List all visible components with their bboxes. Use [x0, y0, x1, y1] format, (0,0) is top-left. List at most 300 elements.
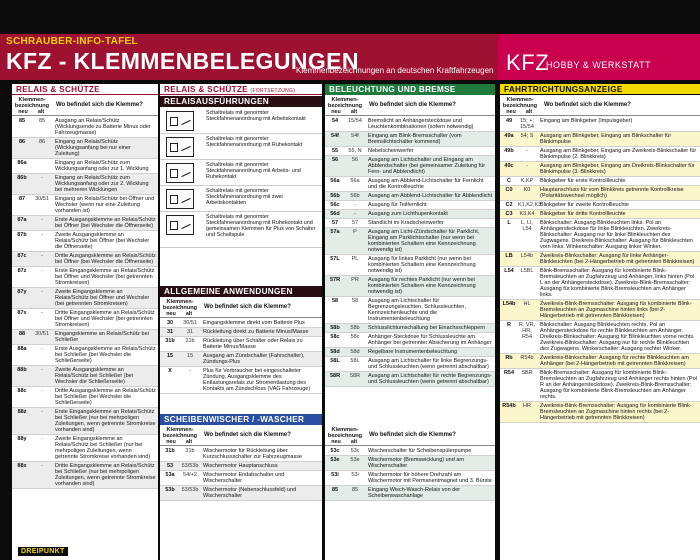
terminal-description: Ausgang am Lichtschalter für rechte Begrenzungs- und Schlussleuchten (wenn getrennt abschaltbar) [368, 373, 492, 385]
terminal-new: 49b [504, 148, 514, 154]
terminal-description: Wischermotor für höhere Drehzahl am Wischermotor mit Permanentmagnet und 3. Bürste [368, 472, 492, 484]
table-row [500, 132, 700, 147]
terminal-old: 58b [350, 325, 360, 331]
terminal-new: 57 [331, 220, 339, 226]
terminal-description: Eingang an Relais/Schütz bei Öffner und Wechsler (wenn nur eine Zuleitung vorhanden ist) [55, 196, 155, 214]
terminal-description: Wischerschalter für Scheibenspülerpumpe [368, 448, 472, 454]
terminal-new: 87b [17, 232, 27, 238]
table-beleuchtung [325, 117, 495, 387]
column-header: Klemmen-bezeichnung neu alt Wo befindet sich die Klemme? [325, 96, 495, 116]
terminal-old: 15/54 [348, 118, 362, 124]
section-title-relais: RELAIS & SCHÜTZE [12, 84, 158, 95]
table-row [325, 117, 495, 132]
terminal-old: - [41, 388, 43, 394]
terminal-old: - [189, 368, 191, 374]
terminal-old: 31 [186, 329, 194, 335]
terminal-description: Zweite Eingangsklemme an Relais/Schütz bei Öffner und Wechsler (bei getrennten Stromkreisen) [55, 289, 150, 307]
table-row [12, 267, 158, 288]
terminal-description: Zweikreis-Blink-Bremsschalter: Ausgang für kombinierte Blink-Bremsleuchten an Zugmaschine hinten rechts (bei 2-Hängerbetrieb mit getrennten Blinkkreisen) [540, 403, 692, 421]
colhead-label: Klemmen-bezeichnung [14, 97, 50, 109]
terminal-old: L54b [520, 253, 534, 259]
terminal-old: R, VR, HR, R54 [518, 322, 536, 340]
terminal-new: 49 [505, 118, 513, 124]
table-row [325, 471, 495, 486]
terminal-new: 15 [166, 353, 174, 359]
table-row [160, 328, 322, 337]
terminal-old: 15 [186, 353, 194, 359]
terminal-old: 30/51 [35, 196, 49, 202]
terminal-new: 31b [165, 338, 175, 344]
terminal-new: C3 [505, 211, 513, 217]
colhead-question: Wo befindet sich die Klemme? [56, 102, 143, 108]
terminal-description: Wischermotor für Rückleitung über Kurzschlussschalter zur Fahrzeugmasse [203, 448, 303, 460]
terminal-description: Erste Eingangsklemme an Relais/Schütz bei Schließer (nur bei mehrpoligen Zuleitungen, wenn getrennte Stromkreise vorhanden sind) [55, 409, 156, 433]
table-wischer-fortsetzung [325, 447, 495, 501]
terminal-old: 56a [350, 178, 360, 184]
terminal-old: K,KP [520, 178, 534, 184]
table-relais [12, 117, 158, 489]
relay-description: Schaltrelais mit genormter Steckfahnenanordnung mit Arbeits- und Ruhekontakt [206, 162, 301, 180]
terminal-old: 54; S [520, 133, 534, 139]
terminal-new: 31 [166, 329, 174, 335]
table-row [325, 228, 495, 255]
terminal-old: - [41, 217, 43, 223]
table-row [12, 252, 158, 267]
table-row [325, 147, 495, 156]
terminal-description: Ausgang am Lichtschalter für Begrenzungsleuchten, Schlussleuchten, Kennzeichenleuchte und die Instrumentenbeleuchtung [368, 298, 466, 322]
terminal-new: 56a [330, 178, 340, 184]
table-row [500, 219, 700, 252]
terminal-description: Plus für Verbraucher bei eingeschalteter Zündung, Ausgangsklemme des Entlastungsrelais zur Stromentlastung des Kontakts am Zündschloss (VAG Fahrzeuge) [203, 368, 311, 392]
terminal-description: Blink-Bremsschalter: Ausgang für kombinierte Blink-Bremsleuchten an Zugfahrzeug und Anhänger rechts hinten (Pol R an der Anhängersteckdose). Zweikreis-Blink-Bremsschalter: Ausgang für kombinierte Blink-Bremsleuchten am Anhänger rechts. [540, 370, 697, 400]
terminal-description: Blinkschalter: Ausgang Blinkleuchten rechts. Pol an Anhängersteckdose für rechte Blinkleuchten am Anhänger. Dreikreis-Blinkschalter: Ausgang für Blinkleuchten vorne rechts. Zweikreis-Blinkschalter: Ausgang nur für rechte Blinkleuchten des Zugwagens. Winkerschalter: Ausgang rechter Winker. [540, 322, 695, 352]
table-row [500, 354, 700, 369]
terminal-new: 56d [330, 211, 340, 217]
terminal-old: - [526, 163, 528, 169]
relay-item [160, 108, 322, 134]
terminal-new: 58b [330, 325, 340, 331]
terminal-new: Rb [505, 355, 513, 361]
terminal-description: Regelbare Instrumentenbeleuchtung [368, 349, 457, 355]
table-row [325, 210, 495, 219]
terminal-description: Ausgang am Blinkgeber, Eingang am Dreikreis-Blinkschalter für Blinkimpulse (3. Blinkkreis) [540, 163, 695, 175]
terminal-old: - [41, 268, 43, 274]
section-title-relaisausfuehrungen: RELAISAUSFÜHRUNGEN [160, 96, 322, 107]
table-row [325, 324, 495, 333]
panel-beleuchtung [325, 84, 495, 560]
terminal-description: Eingangsklemme an Relais/Schütz bei Schließer [55, 331, 149, 343]
colhead-alt: alt [37, 109, 45, 115]
terminal-description: Erste Ausgangsklemme an Relais/Schütz bei Öffner (bei Wechsler die Öffnerseite) [55, 217, 156, 229]
terminal-new: 86a [17, 160, 27, 166]
terminal-new: R [507, 322, 511, 328]
terminal-description: Wischermotor Endabschalter und Wischerschalter [203, 472, 285, 484]
terminal-new: 58d [330, 349, 340, 355]
terminal-description: Zweite Eingangsklemme an Relais/Schütz bei Schließer (nur bei mehrpoligen Zuleitungen, wenn getrennte Stromkreise vorhanden sind) [55, 436, 151, 460]
relay-item [160, 160, 322, 186]
terminal-new: 57R [329, 277, 341, 283]
table-row [500, 201, 700, 210]
table-row [325, 447, 495, 456]
terminal-description: Rückleitung direkt zu Batterie Minus/Masse [203, 329, 309, 335]
terminal-old: - [41, 253, 43, 259]
table-row [325, 456, 495, 471]
table-allgemein [160, 319, 322, 394]
section-title-fahrtrichtung: FAHRTRICHTUNGSANZEIGE [500, 84, 700, 95]
table-fahrtrichtung [500, 117, 700, 423]
terminal-new: 87c [17, 253, 27, 259]
table-row [12, 345, 158, 366]
terminal-description: Eingangsklemme direkt vom Batterie Plus [203, 320, 305, 326]
relay-item [160, 134, 322, 160]
terminal-new: 88a [17, 346, 27, 352]
terminal-old: - [41, 310, 43, 316]
terminal-old: 54f [351, 133, 359, 139]
terminal-old: P [353, 229, 357, 235]
terminal-old: 53/53b [181, 463, 199, 469]
relay-item [160, 186, 322, 212]
terminal-description: Zweikreis-Blinkschalter: Ausgang für linke Anhänger-Blinkleuchten (bei 2-Hängerbetrieb mit getrennten Blinkkreisen) [540, 253, 695, 265]
terminal-new: 58R [329, 373, 341, 379]
terminal-new: 88x [17, 463, 27, 469]
terminal-old: HR [523, 403, 531, 409]
terminal-old: 53i [351, 472, 359, 478]
terminal-new: 57L [330, 256, 340, 262]
column-header: Klemmen-bezeichnung neu alt Wo befindet sich die Klemme? [500, 96, 700, 116]
table-row [325, 276, 495, 297]
terminal-old: - [354, 202, 356, 208]
terminal-old: PL [351, 256, 359, 262]
table-row [325, 156, 495, 177]
terminal-description: Ausgang am Blinkgeber, Eingang am Blinkschalter für Blinkimpulse [540, 133, 672, 145]
terminal-old: 58L [350, 358, 360, 364]
terminal-new: 87z [17, 268, 27, 274]
terminal-old: 58c [350, 334, 360, 340]
table-row [160, 352, 322, 367]
terminal-old: - [41, 175, 43, 181]
terminal-description: Wischermotor Hauptanschluss [203, 463, 278, 469]
terminal-description: Blink-Bremsschalter: Ausgang für kombinierte Blink-Bremsleuchten an Zugfahrzeug und Anhänger, links hinten (Pol L an der Anhängersteckdose). Zweikreis-Blink-Bremsschalter: Ausgang für kombinierte Blink-Bremsleuchten am Anhänger links. [540, 268, 695, 298]
relay-description: Schaltrelais mit genormter Steckfahnenanordnung mit Ruhekontakt und gemeinsamen Klemmen für Plus von Schalter und Schaltspule [206, 214, 316, 238]
terminal-old: - [41, 409, 43, 415]
terminal-description: Zweite Ausgangsklemme an Relais/Schütz bei Schließer (bei Wechsler die Schließerseite) [55, 367, 133, 385]
terminal-description: Ausgang am Abblend-Lichtschalter für Fernlicht und die Kontrollleuchte [368, 178, 484, 190]
terminal-description: Ausgang am Abblend-Lichtschalter für Abblendlicht [368, 193, 493, 199]
terminal-old: 58 [351, 298, 359, 304]
terminal-old: - [41, 367, 43, 373]
terminal-description: Erste Ausgangsklemme an Relais/Schütz bei Schließer (bei Wechsler die Schließerseite) [55, 346, 156, 364]
terminal-old: 85 [38, 118, 46, 124]
terminal-new: 58L [330, 358, 340, 364]
relay-item [160, 212, 322, 248]
terminal-new: 86b [17, 175, 27, 181]
terminal-description: Blinkgeber für zweite Kontrollleuchte [540, 202, 629, 208]
table-row [160, 367, 322, 394]
table-row [500, 252, 700, 267]
terminal-old: - [526, 148, 528, 154]
column-header [12, 96, 158, 116]
terminal-description: Schlusslichtumschaltung bei Einachsschleppern [368, 325, 486, 331]
terminal-new: 86 [18, 139, 26, 145]
table-row [500, 162, 700, 177]
terminal-new: 53 [166, 463, 174, 469]
terminal-new: 87y [17, 289, 27, 295]
table-row [12, 309, 158, 330]
terminal-new: 53c [330, 448, 340, 454]
terminal-new: 54 [331, 118, 339, 124]
terminal-new: L [507, 220, 511, 226]
terminal-new: 85 [18, 118, 26, 124]
table-row [325, 219, 495, 228]
table-row [325, 372, 495, 387]
terminal-description: Ausgang für Teilfernlicht [368, 202, 427, 208]
table-row [160, 447, 322, 462]
table-row [12, 387, 158, 408]
terminal-description: Ausgang am Lichtschalter und Eingang am Abblendschalter (bei gemeinsamer Zuleitung für Fern- und Abblendlicht) [368, 157, 486, 175]
table-row [12, 138, 158, 159]
terminal-old: - [41, 232, 43, 238]
relay-symbol-icon [160, 108, 202, 133]
terminal-new: 88 [18, 331, 26, 337]
terminal-new: 53e [330, 457, 340, 463]
terminal-description: Dritte Eingangsklemme an Relais/Schütz bei Schließer (nur bei mehrpoligen Zuleitungen, wenn getrennte Stromkreise vorhanden sind) [55, 463, 156, 487]
table-row [12, 330, 158, 345]
terminal-description: Ausgang am Licht-/Zündschalter für Parklicht, Eingang am Parklichtschalter (nur wenn bei kombinierten Schaltern eine Kennzeichnung notwendig ist) [368, 229, 480, 253]
table-row [325, 177, 495, 192]
terminal-new: C0 [505, 187, 513, 193]
relay-list [160, 108, 322, 248]
table-row [12, 408, 158, 435]
terminal-new: 53b [165, 487, 175, 493]
relay-description: Schaltrelais mit genormter Steckfahnenanordnung mit Ruhekontakt [206, 136, 303, 148]
table-row [500, 177, 700, 186]
brand-subtitle: HOBBY & WERKSTATT [546, 60, 652, 70]
table-row [12, 117, 158, 138]
relay-symbol-icon [160, 134, 202, 159]
terminal-old: PR [351, 277, 359, 283]
terminal-old: 53e [350, 457, 360, 463]
terminal-old: 58d [350, 349, 360, 355]
terminal-new: 56c [330, 202, 340, 208]
terminal-new: 55 [331, 148, 339, 154]
column-header: Klemmen-bezeichnung neu alt Wo befindet sich die Klemme? [160, 426, 322, 446]
terminal-new: 88c [17, 388, 27, 394]
terminal-description: Dritte Eingangsklemme an Relais/Schütz bei Öffner und Wechsler (bei getrennten Stromkreisen) [55, 310, 155, 328]
section-title-scheibenwischer: SCHEIBENWISCHER / -WASCHER [160, 414, 322, 425]
terminal-new: R54b [502, 403, 516, 409]
terminal-old: K3,K4 [519, 211, 535, 217]
terminal-new: 87 [18, 196, 26, 202]
terminal-description: Hauptanschluss für vom Blinkkreis getrennte Kontrollkreise (Polaritätswechsel möglich) [540, 187, 684, 199]
poster-title: KFZ - KLEMMENBELEGUNGEN [6, 48, 359, 74]
column-header: Klemmen-bezeichnung neu alt Wo befindet sich die Klemme? [160, 298, 322, 318]
table-row [325, 333, 495, 348]
terminal-old: 31b [185, 448, 195, 454]
terminal-new: 49c [504, 163, 514, 169]
terminal-old: 85 [351, 487, 359, 493]
terminal-new: C2 [505, 202, 513, 208]
table-row [500, 321, 700, 354]
terminal-new: R54 [503, 370, 515, 376]
table-row [12, 366, 158, 387]
table-row [500, 300, 700, 321]
table-row [12, 288, 158, 309]
terminal-old: - [41, 436, 43, 442]
terminal-old: 55, N [348, 148, 362, 154]
terminal-description: Bremslicht an Anhängersteckdose und Leuchtenkombinationen (sofern notwendig) [368, 118, 474, 130]
terminal-old: 54/+2 [183, 472, 197, 478]
table-row [325, 255, 495, 276]
table-row [500, 147, 700, 162]
terminal-old: 56 [351, 157, 359, 163]
colhead-neu: neu [18, 109, 28, 115]
section-title-beleuchtung: BELEUCHTUNG UND BREMSE [325, 84, 495, 95]
terminal-old: 31b [185, 338, 195, 344]
terminal-old: 53c [350, 448, 360, 454]
table-scheibenwischer [160, 447, 322, 501]
terminal-description: Ausgang zum Lichthupenkontakt [368, 211, 448, 217]
panel-relais [12, 84, 158, 560]
table-row [500, 402, 700, 423]
terminal-old: - [41, 289, 43, 295]
terminal-description: Ausgang an Relais/Schütz (Wicklungsende zu Batterie Minus oder Fahrzeugmasse) [55, 118, 151, 136]
terminal-new: 53i [331, 472, 339, 478]
table-row [12, 462, 158, 489]
terminal-description: Ausgang am Lichtschalter für linke Begrenzungs- und Schlussleuchten (wenn getrennt abschaltbar) [368, 358, 489, 370]
terminal-description: Zweikreis-Blinkschalter: Ausgang für rechte Blinkleuchten am Anhänger (bei 2-Hängerbetrieb mit getrennten Blinkkreisen) [540, 355, 689, 367]
terminal-new: 87a [17, 217, 27, 223]
terminal-new: 58 [331, 298, 339, 304]
terminal-description: Rückleitung über Schalter oder Relais zu Batterie Minus/Masse [203, 338, 303, 350]
terminal-description: Erste Eingangsklemme an Relais/Schütz bei Öffner und Wechsler (bei getrennten Stromkreisen) [55, 268, 155, 286]
terminal-new: L54b [502, 301, 516, 307]
terminal-old: 58R [349, 373, 361, 379]
table-row [500, 210, 700, 219]
section-title-text: RELAIS & SCHÜTZE [164, 85, 248, 94]
terminal-old: 30/51 [35, 331, 49, 337]
terminal-description: Eingang an Relais/Schütz zum Wicklungsanfang oder zur 1. Wicklung [55, 160, 149, 172]
publisher-logo: DREIPUNKT [18, 547, 68, 556]
relay-symbol-icon [160, 160, 202, 185]
table-row [325, 357, 495, 372]
terminal-description: Blinkschalter: Ausgang Blinkleuchten links. Pol an Anhängersteckdose für linke Blinkleuchten. Zweikreis-Blinkschalter: Ausgang nur für linke Blinkleuchten des Zugwagens. Dreikreis-Blinkschalter: Ausgang für Blinkleuchten vorn links. Winkerschalter: Ausgang linker Winker. [540, 220, 693, 250]
terminal-old: 56b [350, 193, 360, 199]
terminal-description: Ausgang am Blinkgeber, Eingang am Zweikreis-Blinkschalter für Blinkimpulse (2. Blinkkreis) [540, 148, 697, 160]
terminal-old: 57 [351, 220, 359, 226]
terminal-new: 57a [330, 229, 340, 235]
terminal-new: LB [505, 253, 513, 259]
terminal-old: 30/51 [183, 320, 197, 326]
table-row [12, 231, 158, 252]
section-title-allgemein: ALLGEMEINE ANWENDUNGEN [160, 286, 322, 297]
terminal-description: Dritte Ausgangsklemme an Relais/Schütz bei Schließer (bei Wechsler die Schließerseite) [55, 388, 156, 406]
terminal-old: L, LI, L54 [520, 220, 534, 232]
terminal-new: 88y [17, 436, 27, 442]
panel-relais-continued [160, 84, 322, 560]
terminal-description: Wischermotor (Nebenschlussfeld) und Wischerschalter [203, 487, 297, 499]
table-row [325, 297, 495, 324]
column-header: Klemmen-bezeichnung neu alt Wo befindet sich die Klemme? [325, 426, 495, 446]
panel-fahrtrichtung [500, 84, 700, 560]
terminal-description: Zweite Ausgangsklemme an Relais/Schütz bei Öffner (bei Wechsler die Öffnerseite) [55, 232, 150, 250]
terminal-description: Blinkgeber für erste Kontrollleuchte [540, 178, 626, 184]
terminal-description: Dritte Ausgangsklemme an Relais/Schütz bei Öffner (bei Wechsler die Öffnerseite) [55, 253, 156, 265]
terminal-new: 87x [17, 310, 27, 316]
table-row [500, 186, 700, 201]
table-row [500, 267, 700, 300]
terminal-old: 15; +; 15/54 [520, 118, 534, 130]
table-row [160, 337, 322, 352]
terminal-new: 88z [17, 409, 27, 415]
terminal-old: K0 [523, 187, 531, 193]
section-title-relais-cont [160, 84, 322, 95]
brand-title: KFZ [506, 50, 550, 75]
terminal-new: L54 [504, 268, 514, 274]
table-row [12, 216, 158, 231]
terminal-old: SBR [521, 370, 533, 376]
table-row [12, 159, 158, 174]
terminal-description: Eingang am Blink-Bremsschalter (vom Bremslichtschalter kommend) [368, 133, 462, 145]
terminal-new: 58c [330, 334, 340, 340]
terminal-old: HL [523, 301, 531, 307]
terminal-old: 53/53b [181, 487, 199, 493]
table-row [325, 132, 495, 147]
terminal-new: 88b [17, 367, 27, 373]
terminal-description: Wischermotor (Bremswicklung) und am Wischerschalter [368, 457, 464, 469]
terminal-new: 30 [166, 320, 174, 326]
relay-description: Schaltrelais mit genormter Steckfahnenanordnung mit Arbeitskontakt [206, 110, 306, 122]
terminal-old: - [41, 346, 43, 352]
table-row [12, 174, 158, 195]
terminal-description: Ausgang am Zündschalter (Fahrschalter), Zündungs-Plus [203, 353, 305, 365]
table-row [500, 369, 700, 402]
terminal-description: Anhänger-Steckdose für Schlussleuchte am Anhänger bei getrennter Absicherung im Anhänger [368, 334, 492, 346]
terminal-old: R54b [520, 355, 534, 361]
terminal-old: 86 [38, 139, 46, 145]
table-row [500, 117, 700, 132]
terminal-description: Ausgang für linkes Parklicht (nur wenn bei kombinierten Schaltern eine Kennzeichnung notwendig ist) [368, 256, 476, 274]
terminal-old: - [41, 463, 43, 469]
terminal-new: C [507, 178, 511, 184]
table-row [160, 462, 322, 471]
terminal-new: 53a [165, 472, 175, 478]
terminal-description: Blinkgeber für dritte Kontrollleuchte [540, 211, 626, 217]
terminal-description: Eingang an Relais/Schütz (Wicklungsanfang bei nur einer Zuleitung) [55, 139, 131, 157]
table-row [160, 471, 322, 486]
terminal-new: 85 [331, 487, 339, 493]
terminal-description: Eingang Wisch-Wasch-Relais von der Scheibenwaschanlage [368, 487, 461, 499]
terminal-new: 56b [330, 193, 340, 199]
table-row [325, 201, 495, 210]
terminal-description: Zweikreis-Blink-Bremsschalter: Ausgang für kombinierte Blink-Bremsleuchten an Zugmaschine hinten links (bei 2-Hängerbetrieb mit getrennten Blinkkreisen) [540, 301, 692, 319]
poster-tagline: Klemmenbezeichnungen an deutschen Kraftfahrzeugen [296, 66, 494, 75]
terminal-description: Eingang an Relais/Schütz zum Wicklungsanfang oder zur 2. Wicklung bei mehreren Wicklungen [55, 175, 149, 193]
relay-description: Schaltrelais mit genormter Steckfahnenanordnung mit zwei Arbeitskontakten [206, 188, 283, 206]
table-row [325, 348, 495, 357]
terminal-new: 49a [504, 133, 514, 139]
table-row [160, 486, 322, 501]
terminal-description: Nebelscheinwerfer [368, 148, 414, 154]
table-row [12, 195, 158, 216]
relay-symbol-icon [160, 186, 202, 211]
terminal-old: L5BL [520, 268, 534, 274]
table-row [12, 435, 158, 462]
terminal-new: 56 [331, 157, 339, 163]
terminal-old: K1,K2,K3 [518, 202, 542, 208]
table-row [325, 486, 495, 501]
terminal-new: 31b [165, 448, 175, 454]
terminal-description: Ausgang für rechtes Parklicht (nur wenn bei kombinierten Schaltern eine Kennzeichnung notwendig ist) [368, 277, 476, 295]
